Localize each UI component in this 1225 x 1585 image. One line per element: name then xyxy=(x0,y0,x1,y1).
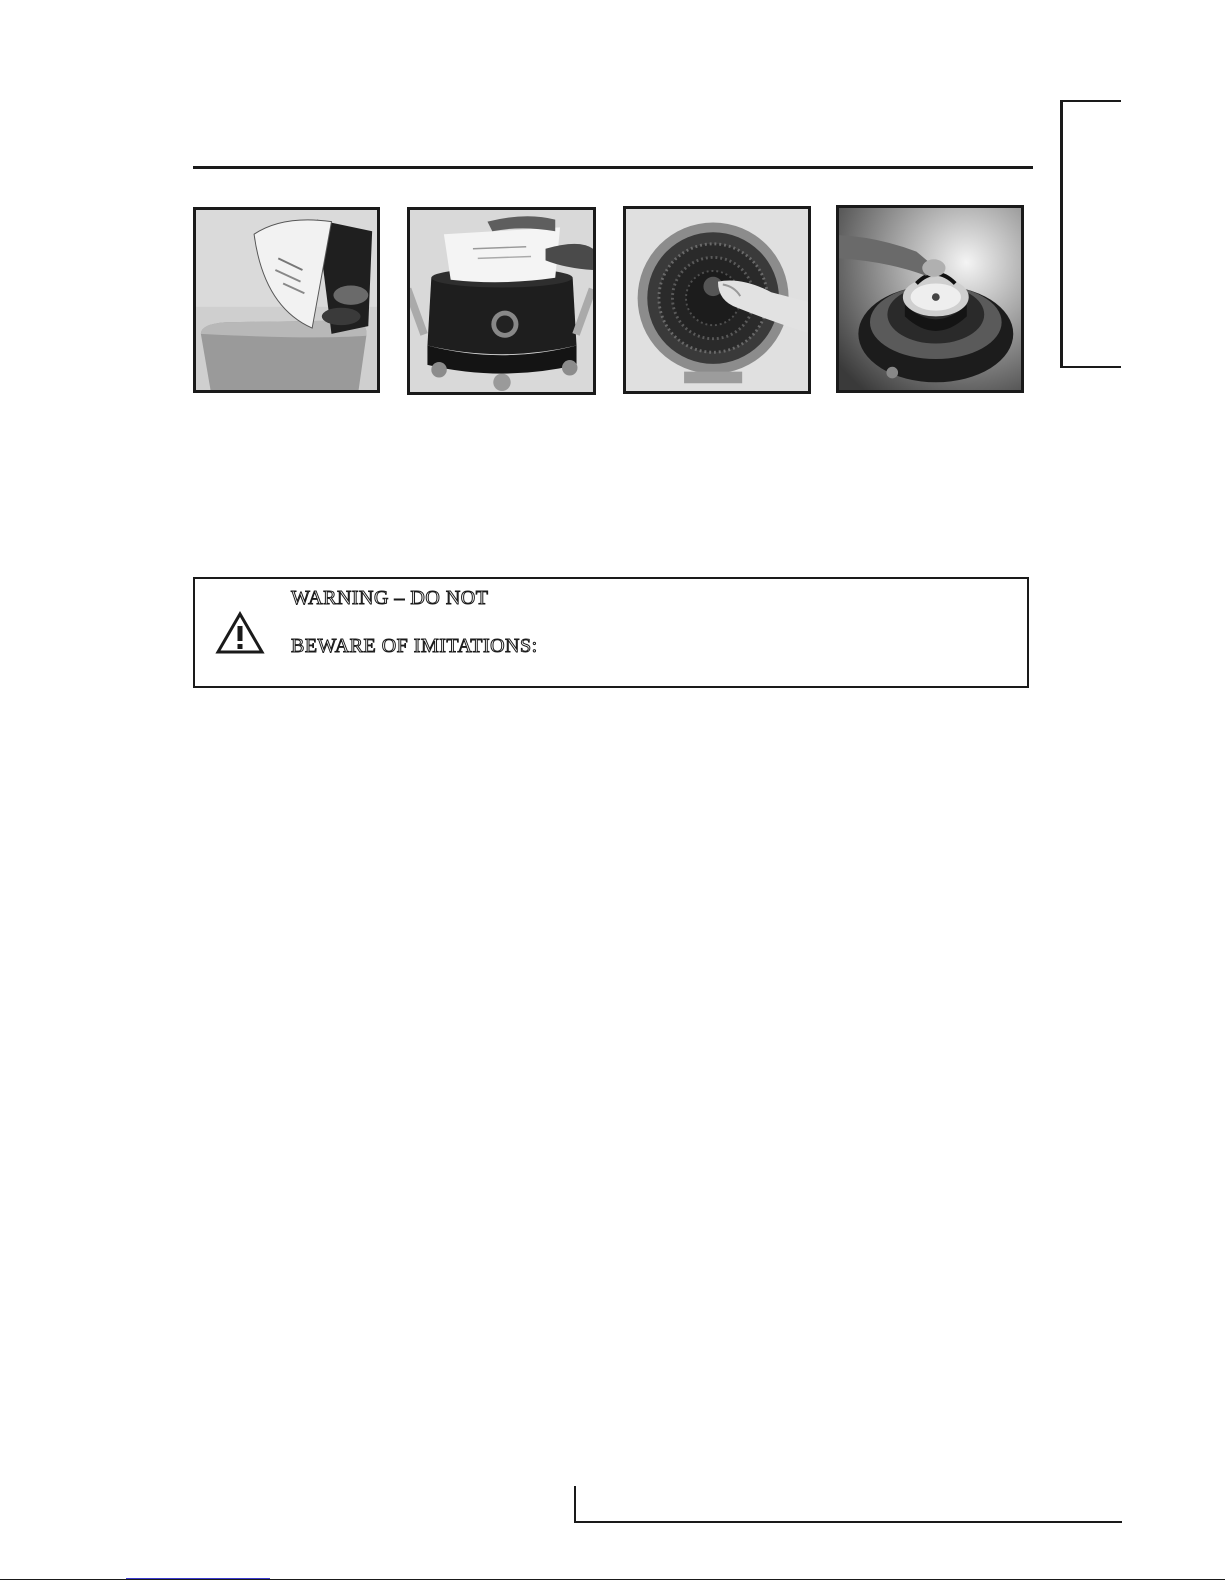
photo-lifting-filter-cover xyxy=(836,205,1024,393)
bottom-link[interactable] xyxy=(126,1567,270,1579)
photo-separator-cone xyxy=(623,206,811,394)
footer-horizontal-rule xyxy=(574,1521,1122,1523)
bottom-edge-rule xyxy=(0,1579,1225,1580)
photo-emptying-dust-container-image xyxy=(196,210,377,390)
warning-triangle-icon xyxy=(215,611,265,655)
photo-lifting-filter-cover-image xyxy=(839,208,1021,390)
photo-inserting-paper-filter xyxy=(407,207,596,395)
section-tab xyxy=(1060,100,1121,368)
imitations-heading: BEWARE OF IMITATIONS: xyxy=(291,635,538,657)
photo-emptying-dust-container xyxy=(193,207,380,393)
photo-inserting-paper-filter-image xyxy=(410,210,593,392)
footer-vertical-rule xyxy=(574,1486,576,1523)
photo-separator-cone-image xyxy=(626,209,808,391)
warning-heading: WARNING – DO NOT xyxy=(291,587,489,609)
header-rule xyxy=(193,166,1033,169)
warning-box xyxy=(193,577,1029,688)
